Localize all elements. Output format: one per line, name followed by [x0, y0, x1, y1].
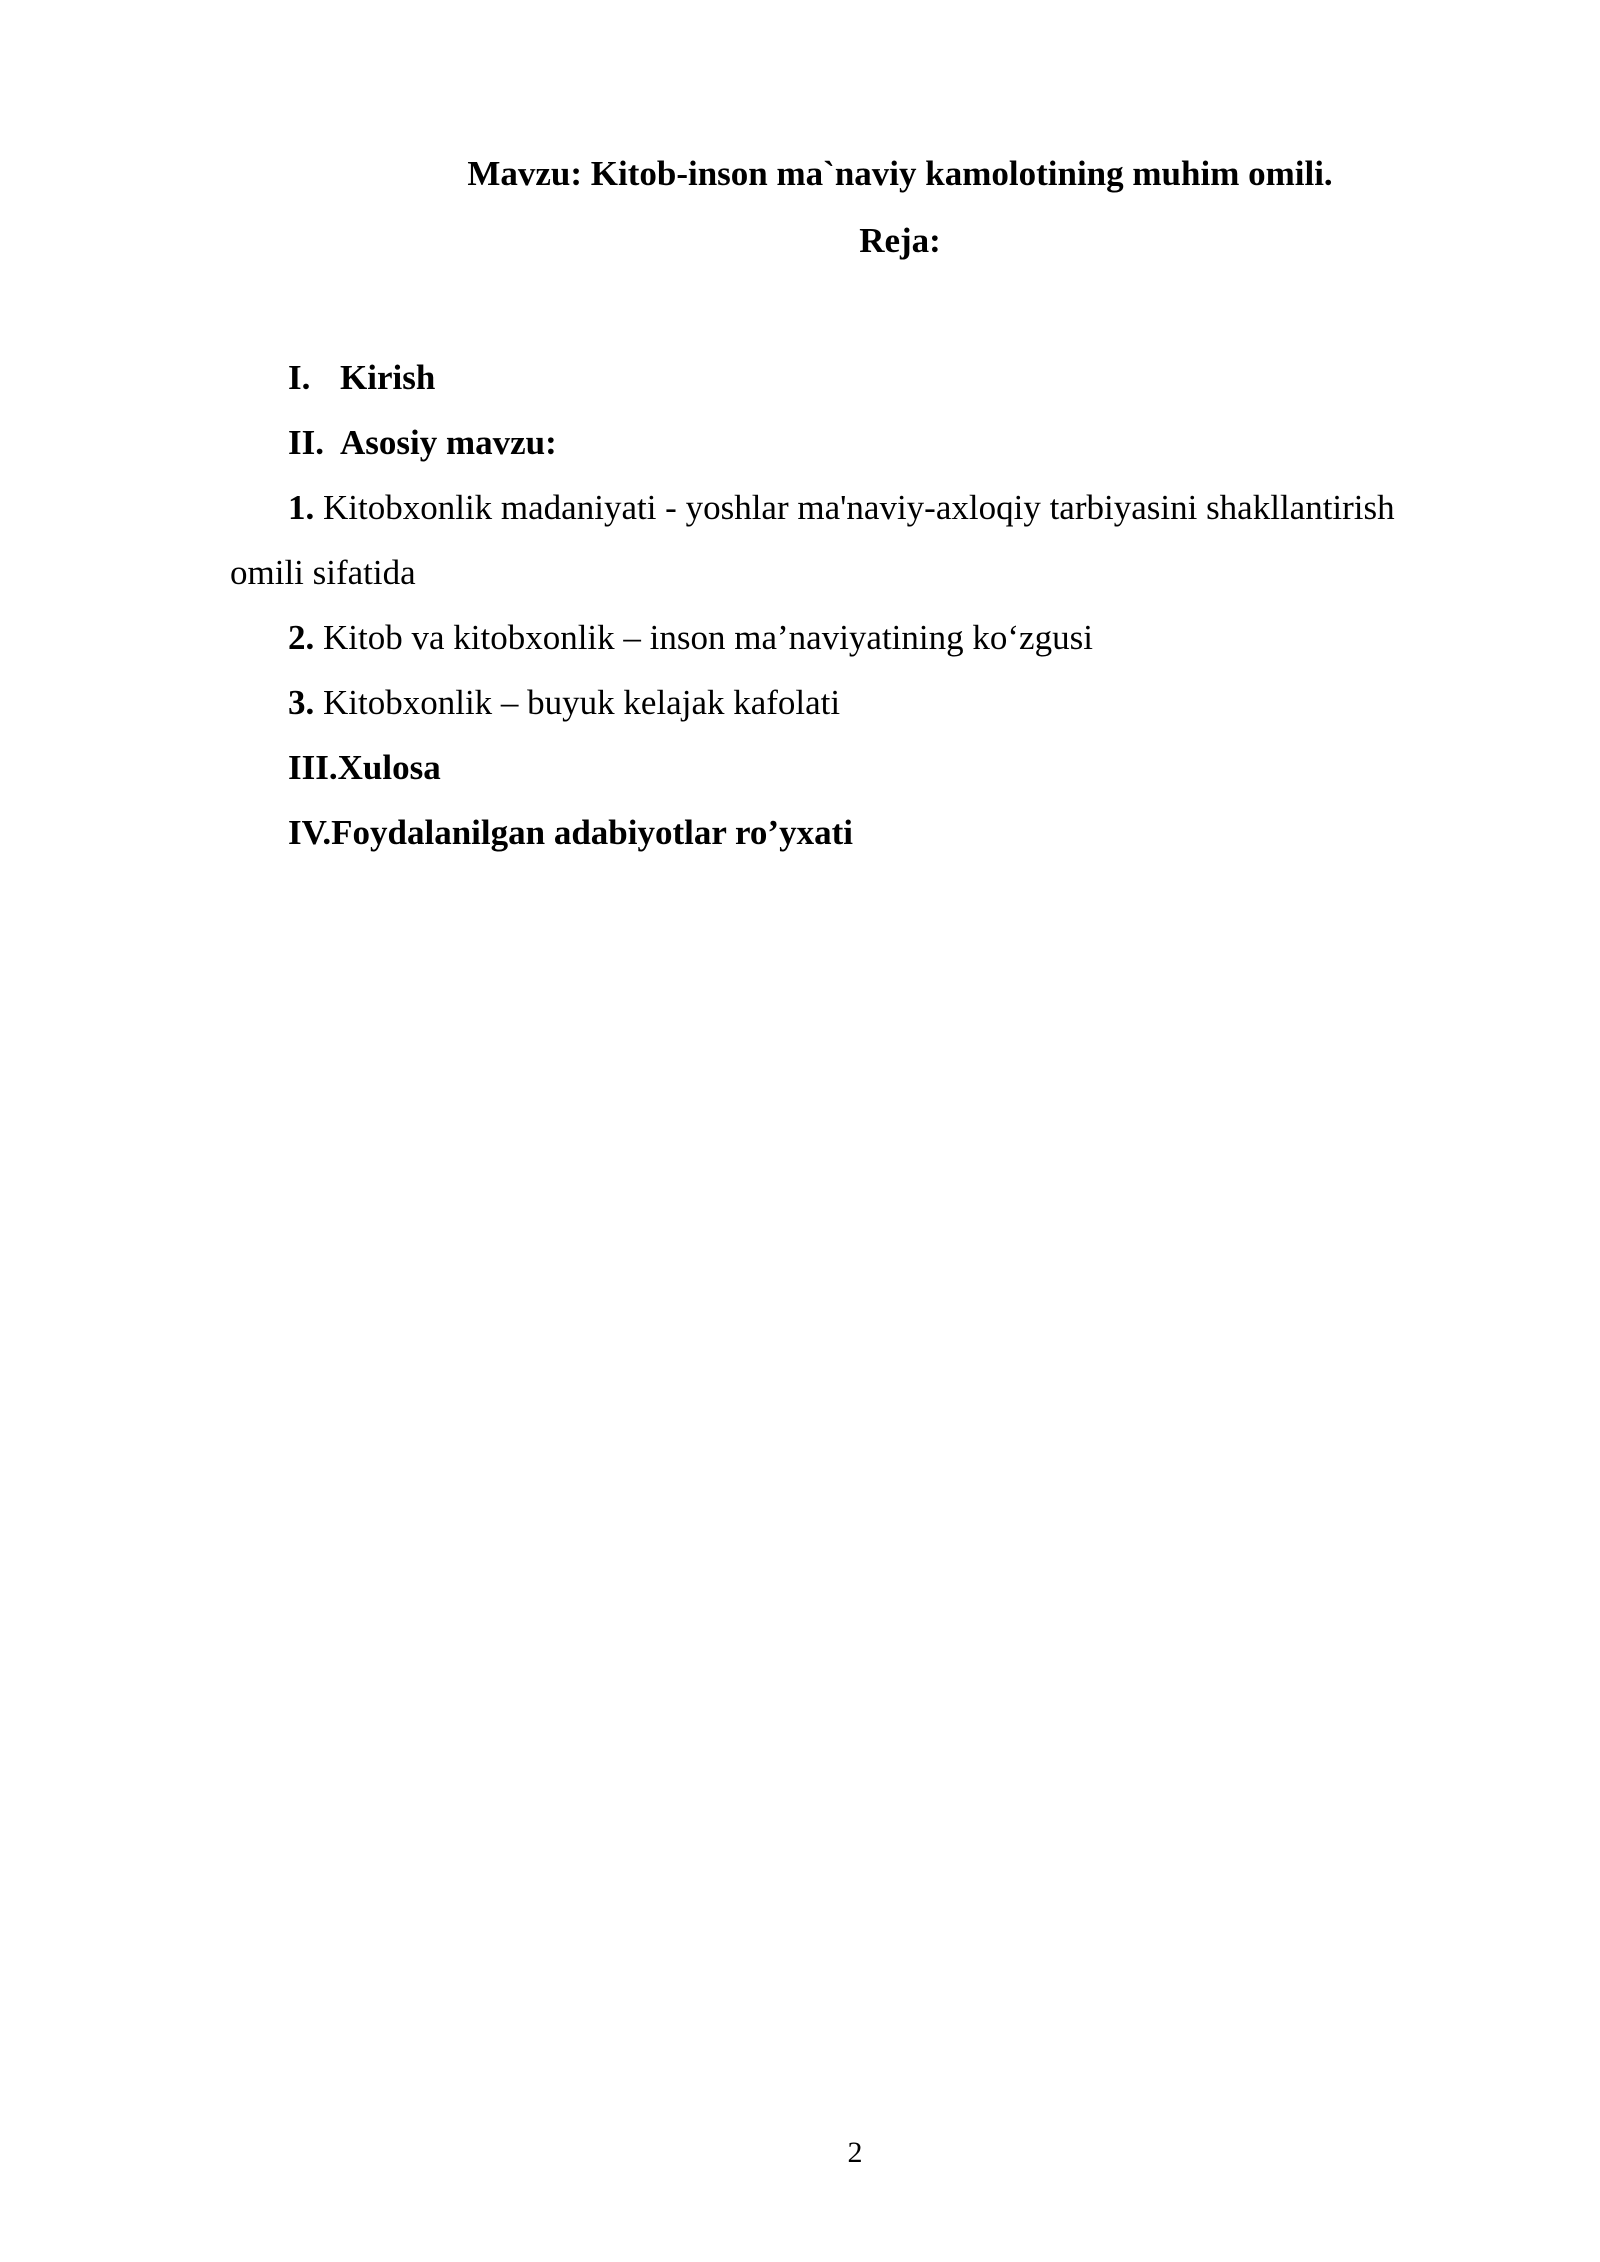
plan-subitem-3: [2, 670, 1500, 735]
plan-subitem-continuation-text: omili sifatida: [230, 553, 416, 592]
document-title: Mavzu: Kitob-inson ma`naviy kamolotining muhim omili.: [467, 154, 1333, 193]
plan-subitem-label: 2.: [288, 618, 315, 657]
plan-subitem-text: Kitob va kitobxonlik – inson ma’naviyatining ko‘zgusi: [314, 618, 1093, 657]
page-number: 2: [847, 2136, 863, 2169]
plan-item-text: Asosiy mavzu:: [340, 423, 557, 462]
plan-item-label: I.: [288, 358, 311, 397]
plan-subitem-1-continuation: [2, 540, 1500, 605]
plan-list: [230, 345, 1500, 865]
plan-subitem-2: [2, 605, 1500, 670]
plan-subitem-label: 1.: [288, 488, 315, 527]
plan-subitem-text: Kitobxonlik madaniyati - yoshlar ma'naviy-axloqiy tarbiyasini shakllantirish: [314, 488, 1395, 527]
plan-item-2: [2, 410, 1500, 475]
plan-item-text: Foydalanilgan adabiyotlar ro’yxati: [331, 813, 853, 852]
plan-subitem-text: Kitobxonlik – buyuk kelajak kafolati: [314, 683, 841, 722]
plan-subitem-label: 3.: [288, 683, 315, 722]
plan-item-label: II.: [288, 423, 324, 462]
plan-item-text: Kirish: [340, 358, 436, 397]
plan-subitem-1: [2, 475, 1500, 540]
plan-item-3: [2, 735, 1500, 800]
plan-item-text: Xulosa: [337, 748, 441, 787]
plan-item-1: [2, 345, 1500, 410]
plan-item-4: [2, 800, 1500, 865]
plan-item-label: IV.: [288, 813, 332, 852]
plan-heading: Reja:: [859, 221, 941, 260]
plan-item-label: III.: [288, 748, 338, 787]
